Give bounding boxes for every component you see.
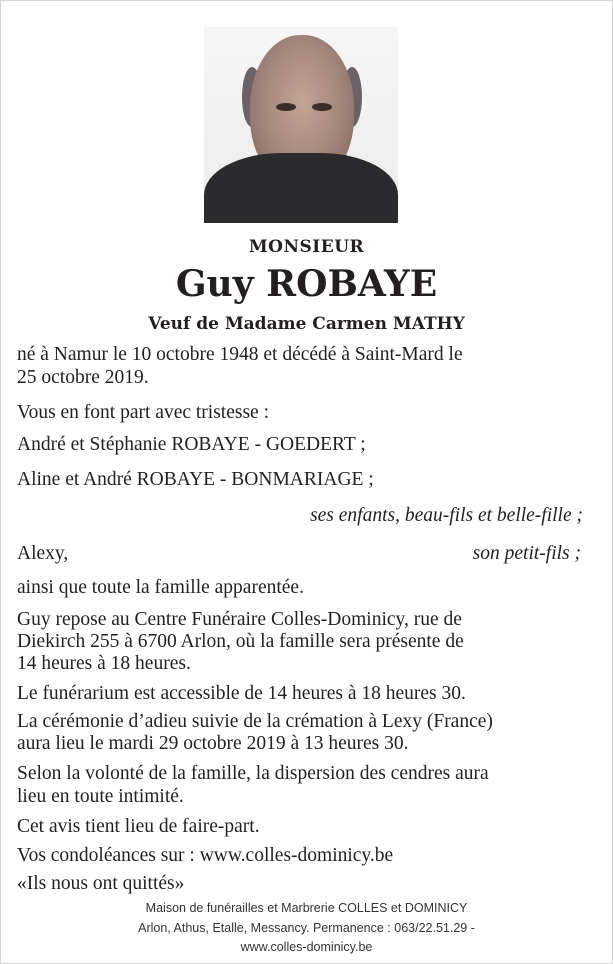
ceremony-line-1: La cérémonie d’adieu suivie de la crémation à Lexy (France)	[17, 711, 493, 732]
family-line-2: Aline et André ROBAYE - BONMARIAGE ;	[17, 469, 374, 490]
birth-line-1: né à Namur le 10 octobre 1948 et décédé à Saint-Mard le	[17, 344, 463, 365]
family-line-1: André et Stéphanie ROBAYE - GOEDERT ;	[17, 434, 366, 455]
repose-line-2: Diekirch 255 à 6700 Arlon, où la famille sera présente de	[17, 631, 464, 652]
footer-website: www.colles-dominicy.be	[240, 940, 373, 954]
honorific: MONSIEUR	[248, 237, 365, 257]
footer-line-1: Maison de funérailles et Marbrerie COLLES et DOMINICY	[145, 901, 468, 915]
birth-line-2: 25 octobre 2019.	[17, 367, 149, 388]
repose-line-1: Guy repose au Centre Funéraire Colles-Dominicy, rue de	[17, 609, 462, 630]
repose-line-3: 14 heures à 18 heures.	[17, 653, 191, 674]
portrait-photo	[204, 27, 398, 223]
grandchild-role: son petit-fils ;	[472, 543, 581, 564]
quote-line: «Ils nous ont quittés»	[17, 873, 185, 894]
children-role: ses enfants, beau-fils et belle-fille ;	[310, 505, 583, 526]
wish-line-2: lieu en toute intimité.	[17, 786, 184, 807]
spouse-line: Veuf de Madame Carmen MATHY	[148, 314, 465, 334]
notice-line: Cet avis tient lieu de faire-part.	[17, 816, 260, 837]
wish-line-1: Selon la volonté de la famille, la dispersion des cendres aura	[17, 763, 489, 784]
ceremony-line-2: aura lieu le mardi 29 octobre 2019 à 13 heures 30.	[17, 733, 409, 754]
condolences-line: Vos condoléances sur : www.colles-dominicy.be	[17, 845, 394, 866]
deceased-name: Guy ROBAYE	[175, 263, 438, 305]
funerarium-line: Le funérarium est accessible de 14 heures à 18 heures 30.	[17, 683, 466, 704]
announce-line: Vous en font part avec tristesse :	[17, 402, 269, 423]
footer-line-2: Arlon, Athus, Etalle, Messancy. Permanence : 063/22.51.29 -	[138, 921, 475, 935]
grandchild-name: Alexy,	[17, 543, 69, 564]
extended-family-line: ainsi que toute la famille apparentée.	[17, 577, 304, 598]
